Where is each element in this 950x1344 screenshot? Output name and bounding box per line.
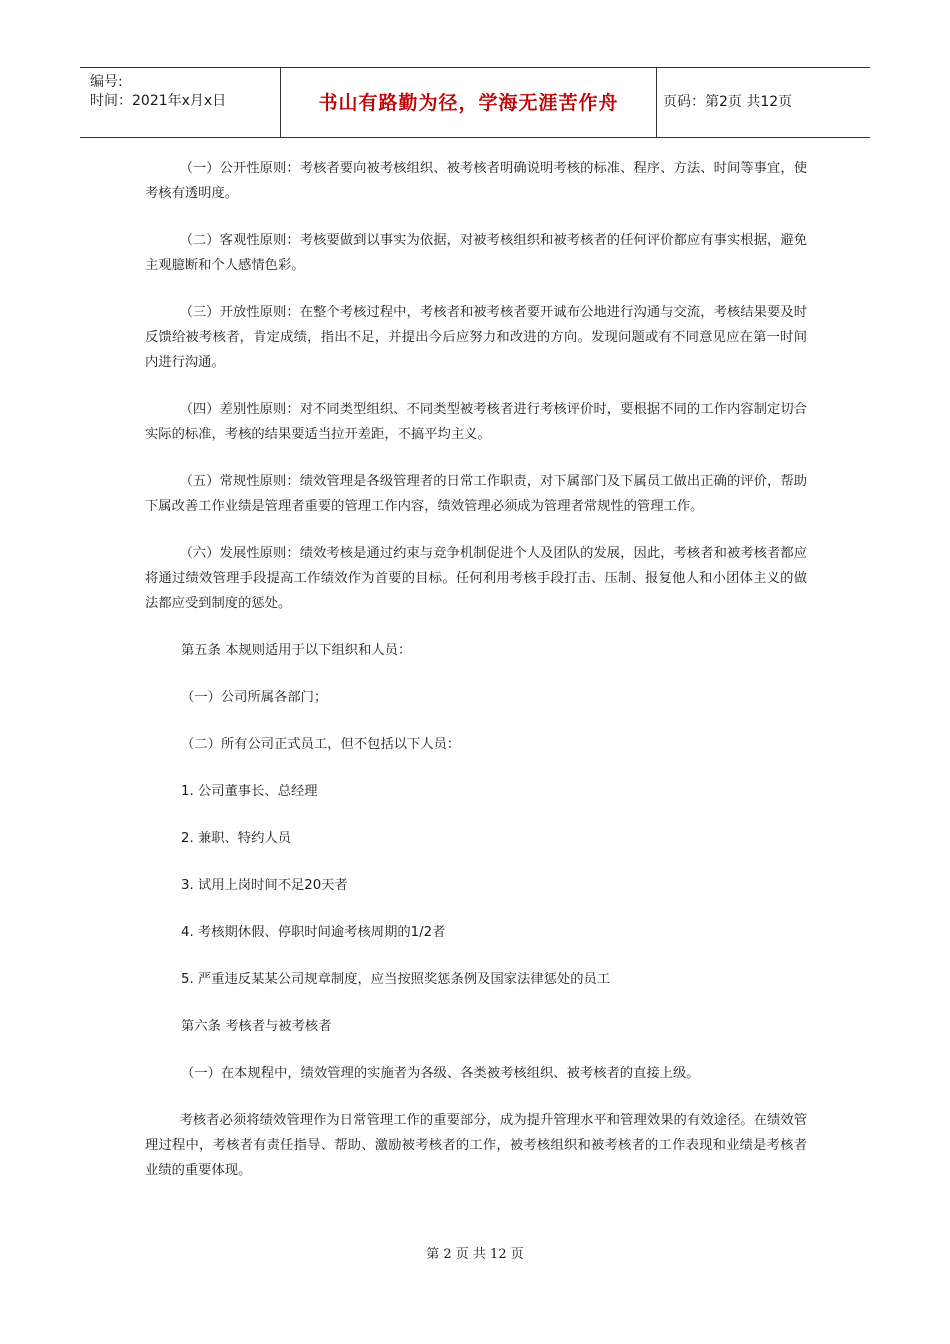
article-5-item: 4. 考核期休假、停职时间逾考核周期的1/2者 — [181, 925, 446, 940]
article-5-item: 5. 严重违反某某公司规章制度，应当按照奖惩条例及国家法律惩处的员工 — [181, 972, 611, 987]
page-footer: 第 2 页 共 12 页 — [426, 1247, 524, 1262]
article-6-title: 第六条 考核者与被考核者 — [181, 1019, 332, 1034]
article-5-item: （一）公司所属各部门； — [181, 690, 328, 705]
page-header — [80, 67, 870, 138]
principle-paragraph: （五）常规性原则：绩效管理是各级管理者的日常工作职责，对下属部门及下属员工做出正确的评价，帮助下属改善工作业绩是管理者重要的管理工作内容，绩效管理必须成为管理者常规性的管理工作。 — [145, 474, 807, 514]
header-meta-cell — [80, 68, 281, 137]
principle-paragraph: （三）开放性原则：在整个考核过程中，考核者和被考核者要开诚布公地进行沟通与交流，考核结果要及时反馈给被考核者，肯定成绩，指出不足，并提出今后应努力和改进的方向。发现问题或有不同意见应在第一时间内进行沟通。 — [145, 305, 807, 370]
document-body — [145, 156, 807, 1205]
article-5-item: （二）所有公司正式员工，但不包括以下人员： — [181, 737, 461, 752]
principle-paragraph: （一）公开性原则：考核者要向被考核组织、被考核者明确说明考核的标准、程序、方法、时间等事宜，使考核有透明度。 — [145, 161, 807, 201]
page-info: 页码：第2页 共12页 — [663, 94, 793, 110]
date-label: 时间：2021年x月x日 — [90, 93, 227, 109]
motto-text: 书山有路勤为径，学海无涯苦作舟 — [318, 92, 619, 114]
article-5-item: 2. 兼职、特约人员 — [181, 831, 291, 846]
header-page-cell — [657, 68, 870, 137]
header-motto-cell — [281, 68, 657, 137]
article-6-paragraph: 考核者必须将绩效管理作为日常管理工作的重要部分，成为提升管理水平和管理效果的有效途径。在绩效管理过程中，考核者有责任指导、帮助、激励被考核者的工作，被考核组织和被考核者的工作表现和业绩是考核者业绩的重要体现。 — [145, 1113, 807, 1178]
article-6-item: （一）在本规程中，绩效管理的实施者为各级、各类被考核组织、被考核者的直接上级。 — [181, 1066, 700, 1081]
principle-paragraph: （六）发展性原则：绩效考核是通过约束与竞争机制促进个人及团队的发展，因此，考核者和被考核者都应将通过绩效管理手段提高工作绩效作为首要的目标。任何利用考核手段打击、压制、报复他人和小团体主义的做法都应受到制度的惩处。 — [145, 546, 807, 611]
principle-paragraph: （二）客观性原则：考核要做到以事实为依据，对被考核组织和被考核者的任何评价都应有事实根据，避免主观臆断和个人感情色彩。 — [145, 233, 807, 273]
article-5-item: 3. 试用上岗时间不足20天者 — [181, 878, 348, 893]
serial-number-label: 编号: — [90, 74, 123, 90]
article-5-item: 1. 公司董事长、总经理 — [181, 784, 318, 799]
article-5-title: 第五条 本规则适用于以下组织和人员： — [181, 643, 412, 658]
principle-paragraph: （四）差别性原则：对不同类型组织、不同类型被考核者进行考核评价时，要根据不同的工作内容制定切合实际的标准，考核的结果要适当拉开差距，不搞平均主义。 — [145, 402, 807, 442]
